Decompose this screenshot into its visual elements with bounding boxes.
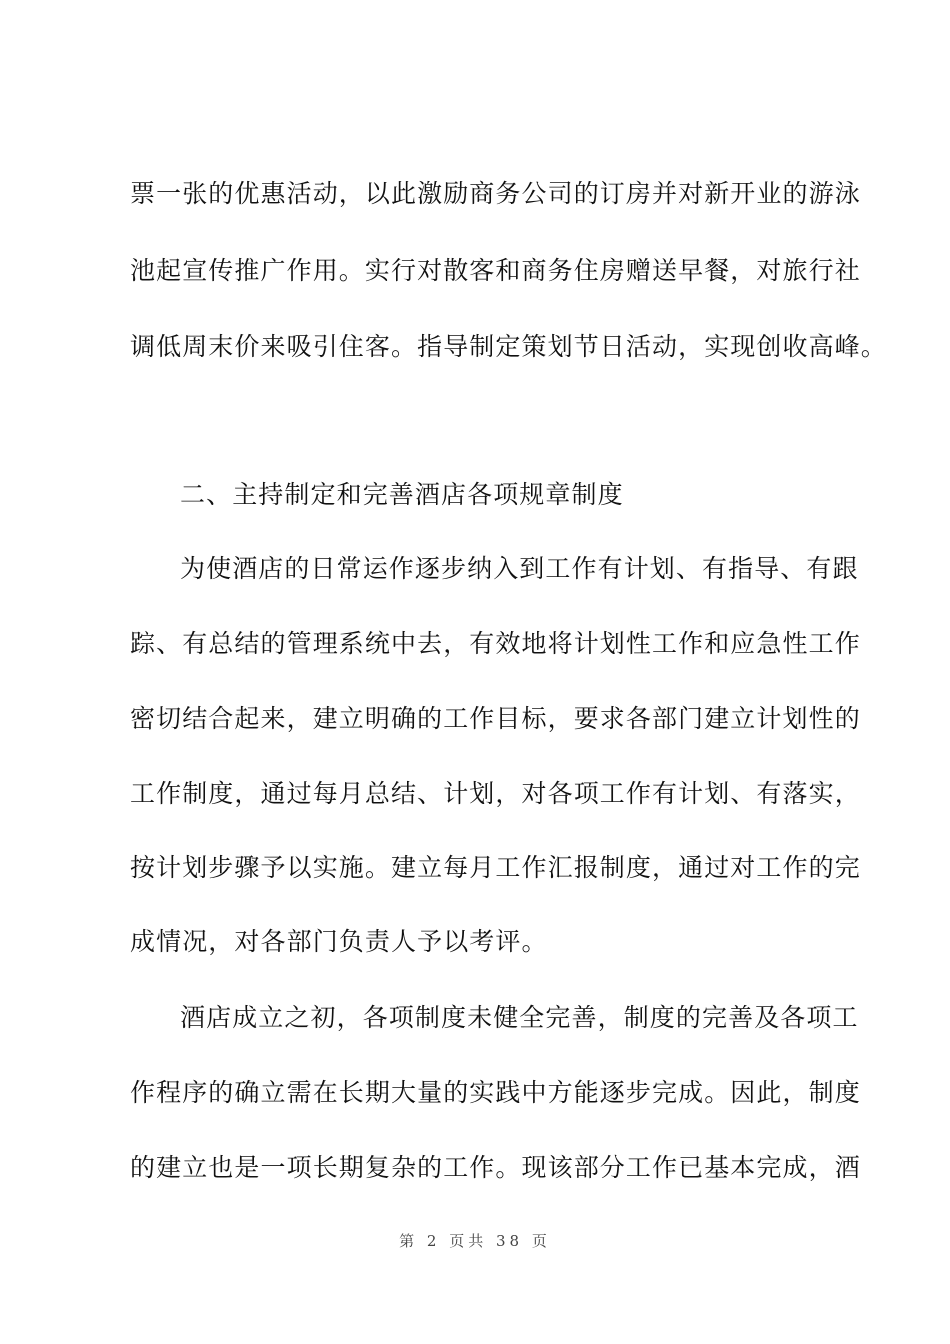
- section-heading: 二、主持制定和完善酒店各项规章制度: [180, 480, 624, 509]
- text-line: 踪、有总结的管理系统中去，有效地将计划性工作和应急性工作: [130, 629, 861, 658]
- text-line: 池起宣传推广作用。实行对散客和商务住房赠送早餐，对旅行社: [130, 256, 861, 285]
- text-line: 调低周末价来吸引住客。指导制定策划节日活动，实现创收高峰。: [130, 332, 887, 361]
- text-line: 票一张的优惠活动，以此激励商务公司的订房并对新开业的游泳: [130, 179, 861, 208]
- text-line: 作程序的确立需在长期大量的实践中方能逐步完成。因此，制度: [130, 1078, 861, 1107]
- page-number-footer: 第 2 页共 38 页: [399, 1232, 551, 1250]
- text-line: 的建立也是一项长期复杂的工作。现该部分工作已基本完成，酒: [130, 1153, 861, 1182]
- text-line: 酒店成立之初，各项制度未健全完善，制度的完善及各项工: [180, 1003, 859, 1032]
- text-line: 密切结合起来，建立明确的工作目标，要求各部门建立计划性的: [130, 704, 861, 733]
- text-line: 按计划步骤予以实施。建立每月工作汇报制度，通过对工作的完: [130, 853, 861, 882]
- text-line: 为使酒店的日常运作逐步纳入到工作有计划、有指导、有跟: [180, 554, 859, 583]
- text-line: 成情况，对各部门负责人予以考评。: [130, 927, 548, 956]
- text-line: 工作制度，通过每月总结、计划，对各项工作有计划、有落实，: [130, 779, 861, 808]
